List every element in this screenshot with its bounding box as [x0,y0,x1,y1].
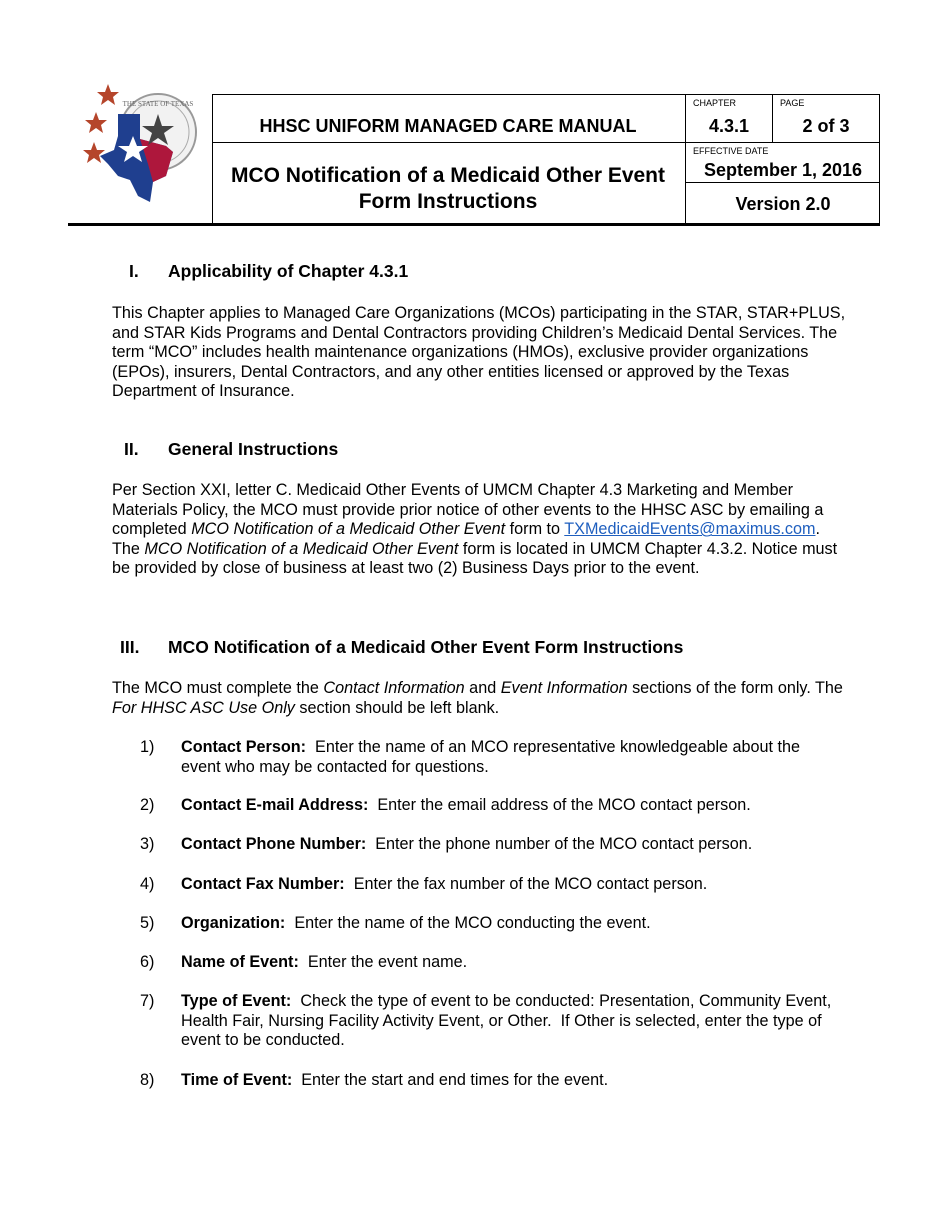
item-number: 2) [140,796,155,814]
section-1-body: This Chapter applies to Managed Care Organizations (MCOs) participating in the STAR, STAR+PLUS, and STAR Kids Programs and Dental Contractors providing Children’s Medicaid Dental Services. The term “MCO” includes health maintenance organizations (HMOs), exclusive provider organizations (EPOs), insurers, Dental Contractors, and any other entities licensed or approved by the Texas Department of Insurance. [112,304,846,401]
item-label: Type of Event: [181,992,292,1010]
document-header [68,94,880,225]
star-icon [83,142,105,163]
item-label: Time of Event: [181,1071,293,1089]
body-text: section should be left blank. [294,698,500,717]
section-2-body [112,481,852,579]
chapter-value: 4.3.1 [708,116,750,136]
item-number: 1) [140,738,155,756]
section-title: General Instructions [168,439,339,459]
item-number: 5) [140,914,155,932]
form-title-line1: MCO Notification of a Medicaid Other Event [230,164,666,187]
form-title-line2: Form Instructions [358,190,538,213]
item-text: Enter the fax number of the MCO contact person. [344,875,708,893]
seal-text: THE STATE OF TEXAS [122,100,194,108]
body-text: form is located in UMCM Chapter 4.3.2. Notice must be provided by close of business at least two (2) Business Days prior to the event. [112,539,838,578]
manual-title: HHSC UNIFORM MANAGED CARE MANUAL [259,116,637,136]
item-label: Organization: [181,914,286,932]
star-icon [97,84,119,105]
item-label: Name of Event: [181,953,299,971]
version-value: Version 2.0 [735,194,831,214]
star-icon [85,112,107,133]
body-text: sections of the form only. The [627,679,843,697]
item-label: Contact E-mail Address: [181,796,369,814]
section-name-italic: Event Information [500,679,628,697]
item-number: 6) [140,953,155,971]
item-text: Check the type of event to be conducted: Presentation, Community Event, Health Fair, Nursing Facility Activity Event, or Other. If Other is selected, enter the type of event to be conducted. [181,992,836,1050]
item-number: 3) [140,835,155,853]
section-name-italic: For HHSC ASC Use Only [112,698,295,717]
form-title [213,163,683,215]
item-text: Enter the event name. [298,953,468,971]
item-label: Contact Fax Number: [181,875,345,893]
item-number: 4) [140,875,155,893]
body-text: form to [505,520,565,539]
page-label: PAGE [780,98,805,108]
item-text: Enter the name of an MCO representative knowledgeable about the event who may be contacted for questions. [181,738,805,776]
section-title: Applicability of Chapter 4.3.1 [168,261,409,281]
section-name-italic: Contact Information [323,679,465,697]
body-text: Per Section XXI, letter C. Medicaid Other Events of UMCM Chapter 4.3 Marketing and Member Materials Policy, the MCO must provide prior notice of other events to the HHSC ASC by emailing a completed [112,481,824,539]
body-text: The MCO must complete the [112,679,324,697]
item-text: Enter the name of the MCO conducting the event. [285,914,651,932]
section-number: II. [124,439,139,459]
item-label: Contact Person: [181,738,307,756]
form-name-italic: MCO Notification of a Medicaid Other Event [144,539,459,558]
item-text: Enter the phone number of the MCO contact person. [366,835,753,853]
section-3-intro [112,679,852,718]
item-label: Contact Phone Number: [181,835,367,853]
effective-date-label: EFFECTIVE DATE [693,146,769,156]
item-text: Enter the email address of the MCO contact person. [368,796,751,814]
page-value: 2 of 3 [802,116,850,136]
texas-seal-logo [78,84,203,209]
effective-date-value: September 1, 2016 [703,160,863,180]
section-number: III. [120,637,140,657]
email-link[interactable]: TXMedicaidEvents@maximus.com [564,520,816,539]
body-text: . The [112,520,820,558]
item-text: Enter the start and end times for the event. [292,1071,609,1089]
section-number: I. [129,261,139,281]
item-number: 8) [140,1071,155,1089]
form-name-italic: MCO Notification of a Medicaid Other Event [191,520,506,539]
body-text: and [464,679,501,697]
chapter-label: CHAPTER [693,98,737,108]
item-number: 7) [140,992,155,1010]
section-title: MCO Notification of a Medicaid Other Event Form Instructions [168,637,684,657]
